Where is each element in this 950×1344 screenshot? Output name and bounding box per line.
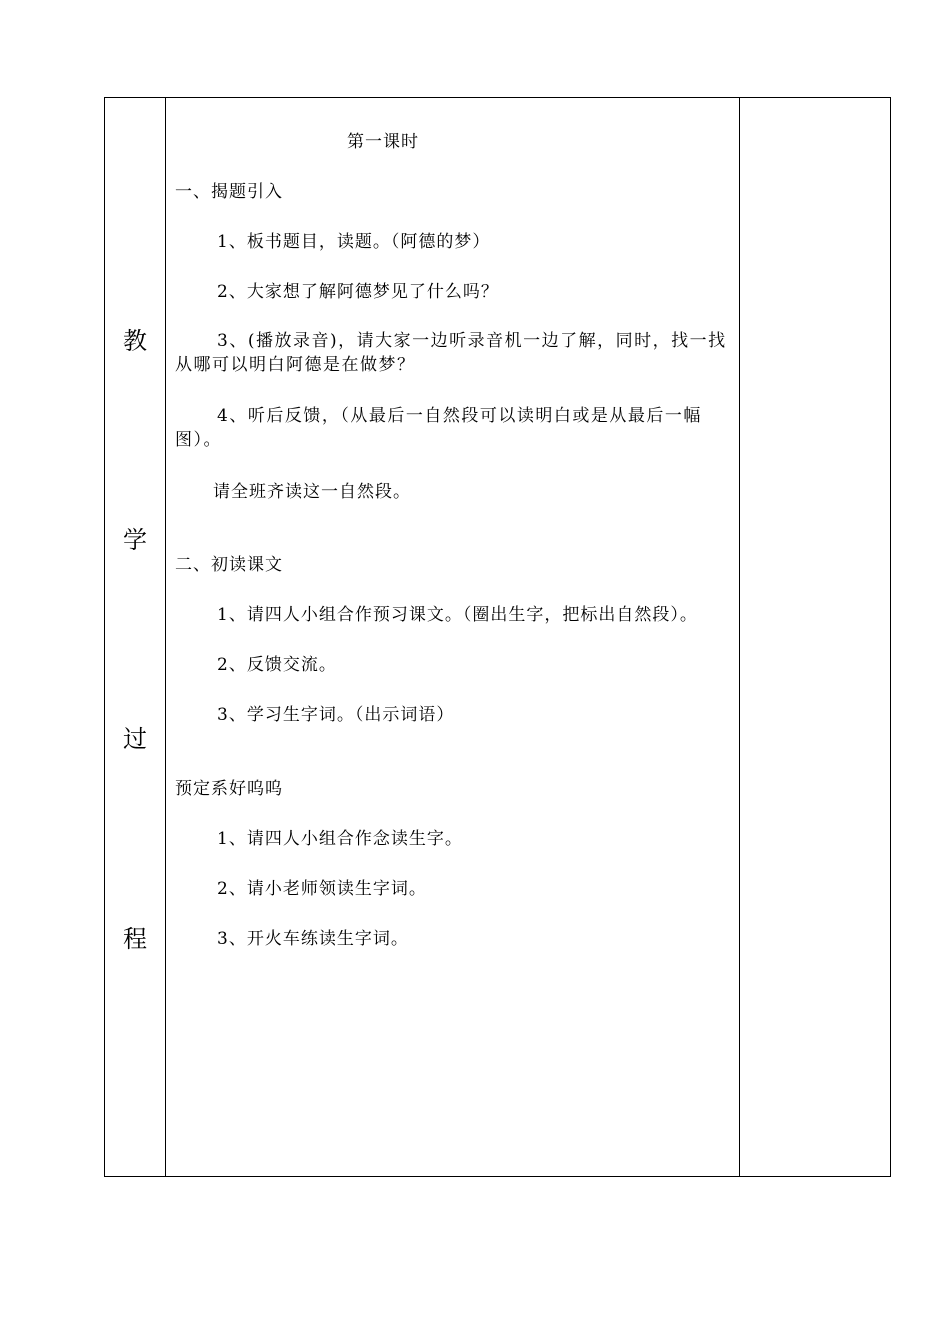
lesson-title: 第一课时 xyxy=(347,132,419,152)
notes-column xyxy=(740,98,890,1176)
s1-item1: 1、板书题目，读题。（阿德的梦） xyxy=(217,232,491,252)
side-label-guo: 过 xyxy=(123,725,147,753)
side-label-xue: 学 xyxy=(123,526,147,554)
section1-heading: 一、揭题引入 xyxy=(175,182,283,202)
s1-item2: 2、大家想了解阿德梦见了什么吗？ xyxy=(217,282,499,302)
s2-item1: 1、请四人小组合作预习课文。（圈出生字，把标出自然段）。 xyxy=(217,605,698,625)
s1-item4: 4、听后反馈，（从最后一自然段可以读明白或是从最后一幅图）。 xyxy=(175,406,702,450)
s2-item3: 3、学习生字词。（出示词语） xyxy=(217,705,455,725)
s2-item2: 2、反馈交流。 xyxy=(217,655,337,675)
side-label-jiao: 教 xyxy=(123,327,147,355)
lesson-plan-table xyxy=(104,97,891,1177)
s1-item3: 3、(播放录音)，请大家一边听录音机一边了解，同时，找一找从哪可以明白阿德是在做梦？ xyxy=(175,331,727,375)
section3-heading: 预定系好呜呜 xyxy=(175,779,283,799)
column-divider-left xyxy=(165,98,166,1176)
section2-heading: 二、初读课文 xyxy=(175,555,283,575)
s3-item2: 2、请小老师领读生字词。 xyxy=(217,879,427,899)
s3-item3: 3、开火车练读生字词。 xyxy=(217,929,409,949)
s3-item1: 1、请四人小组合作念读生字。 xyxy=(217,829,463,849)
s1-note: 请全班齐读这一自然段。 xyxy=(213,482,411,502)
side-label-cheng: 程 xyxy=(123,925,147,953)
